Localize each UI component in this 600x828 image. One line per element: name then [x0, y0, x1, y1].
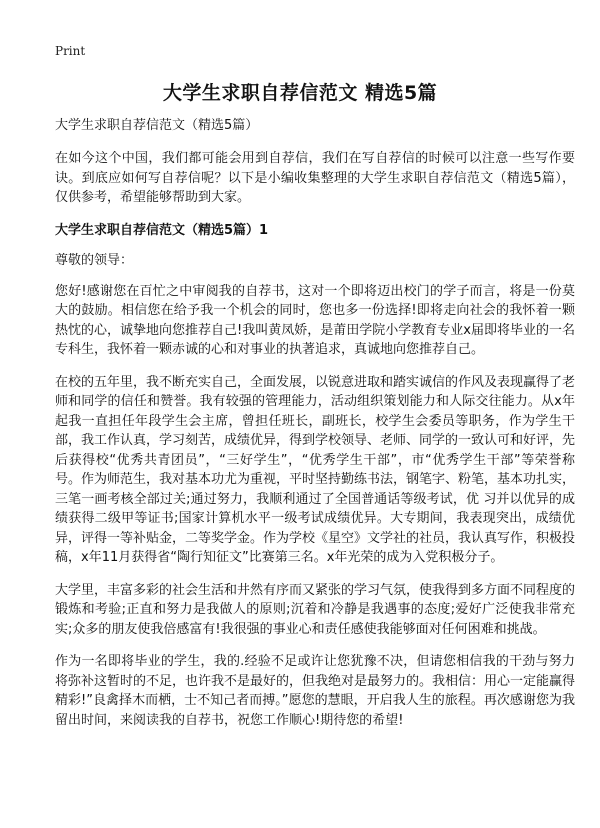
- body-paragraph-1: 您好!感谢您在百忙之中审阅我的自荐书，这对一个即将迈出校门的学子而言，将是一份莫大的鼓励。相信您在给予我一个机会的同时，您也多一份选择!即将走向社会的我怀着一颗热忱的心，诚挚地向您推荐自己!我叫黄凤娇，是莆田学院小学教育专业x届即将毕业的一名专科生，我怀着一颗赤诚的心和对事业的执著追求，真诚地向您推荐自己。: [55, 283, 575, 357]
- section-heading: 大学生求职自荐信范文（精选5篇）1: [55, 222, 269, 238]
- body-paragraph-2: 在校的五年里，我不断充实自己，全面发展，以锐意进取和踏实诚信的作风及表现赢得了老师和同学的信任和赞誉。我有较强的管理能力，活动组织策划能力和人际交往能力。从x年起我一直担任年段学生会主席，曾担任班长，副班长，校学生会委员等职务，作为学生干部，我工作认真，学习刻苦，成绩优异，得到学校领导、老师、同学的一致认可和好评，先后获得校“优秀共青团员”，“三好学生”，“优秀学生干部”，市“优秀学生干部”等荣誉称号。作为师范生，我对基本功尤为重视，平时坚持勤练书法，钢笔字、粉笔，基本功扎实，三笔一画考核全部过关;通过努力，我顺利通过了全国普通话等级考试，优 习并以优异的成绩获得二级甲等证书;国家计算机水平一级考试成绩优异。大专期间，我表现突出，成绩优异，评得一等补贴金，二等奖学金。作为学校《星空》文学社的社员，我认真写作，积极投稿，x年11月获得省“陶行知征文”比赛第三名。x年光荣的成为入党积极分子。: [55, 374, 576, 565]
- page-title: 大学生求职自荐信范文 精选5篇: [162, 82, 438, 104]
- document-body: [55, 116, 575, 743]
- document-subtitle: 大学生求职自荐信范文（精选5篇）: [55, 118, 259, 133]
- salutation: 尊敬的领导：: [55, 252, 134, 268]
- print-link[interactable]: Print: [55, 44, 86, 58]
- intro-paragraph: 在如今这个中国，我们都可能会用到自荐信，我们在写自荐信的时候可以注意一些写作要诀。到底应如何写自荐信呢？以下是小编收集整理的大学生求职自荐信范文（精选5篇），仅供参考，希望能够帮助到大家。: [55, 151, 575, 205]
- body-paragraph-3: 大学里，丰富多彩的社会生活和井然有序而又紧张的学习气氛，使我得到多方面不同程度的锻炼和考验;正直和努力是我做人的原则;沉着和冷静是我遇事的态度;爱好广泛使我非常充实;众多的朋友使我倍感富有!我很强的事业心和责任感使我能够面对任何困难和挑战。: [55, 582, 576, 637]
- body-paragraph-4: 作为一名即将毕业的学生，我的.经验不足或许让您犹豫不决，但请您相信我的干劲与努力将弥补这暂时的不足，也许我不是最好的，但我绝对是最努力的。我相信：用心一定能赢得精彩!”良禽择木而栖，士不知己者而搏。”愿您的慧眼，开启我人生的旅程。再次感谢您为我留出时间，来阅读我的自荐书，祝您工作顺心!期待您的希望!: [55, 654, 576, 728]
